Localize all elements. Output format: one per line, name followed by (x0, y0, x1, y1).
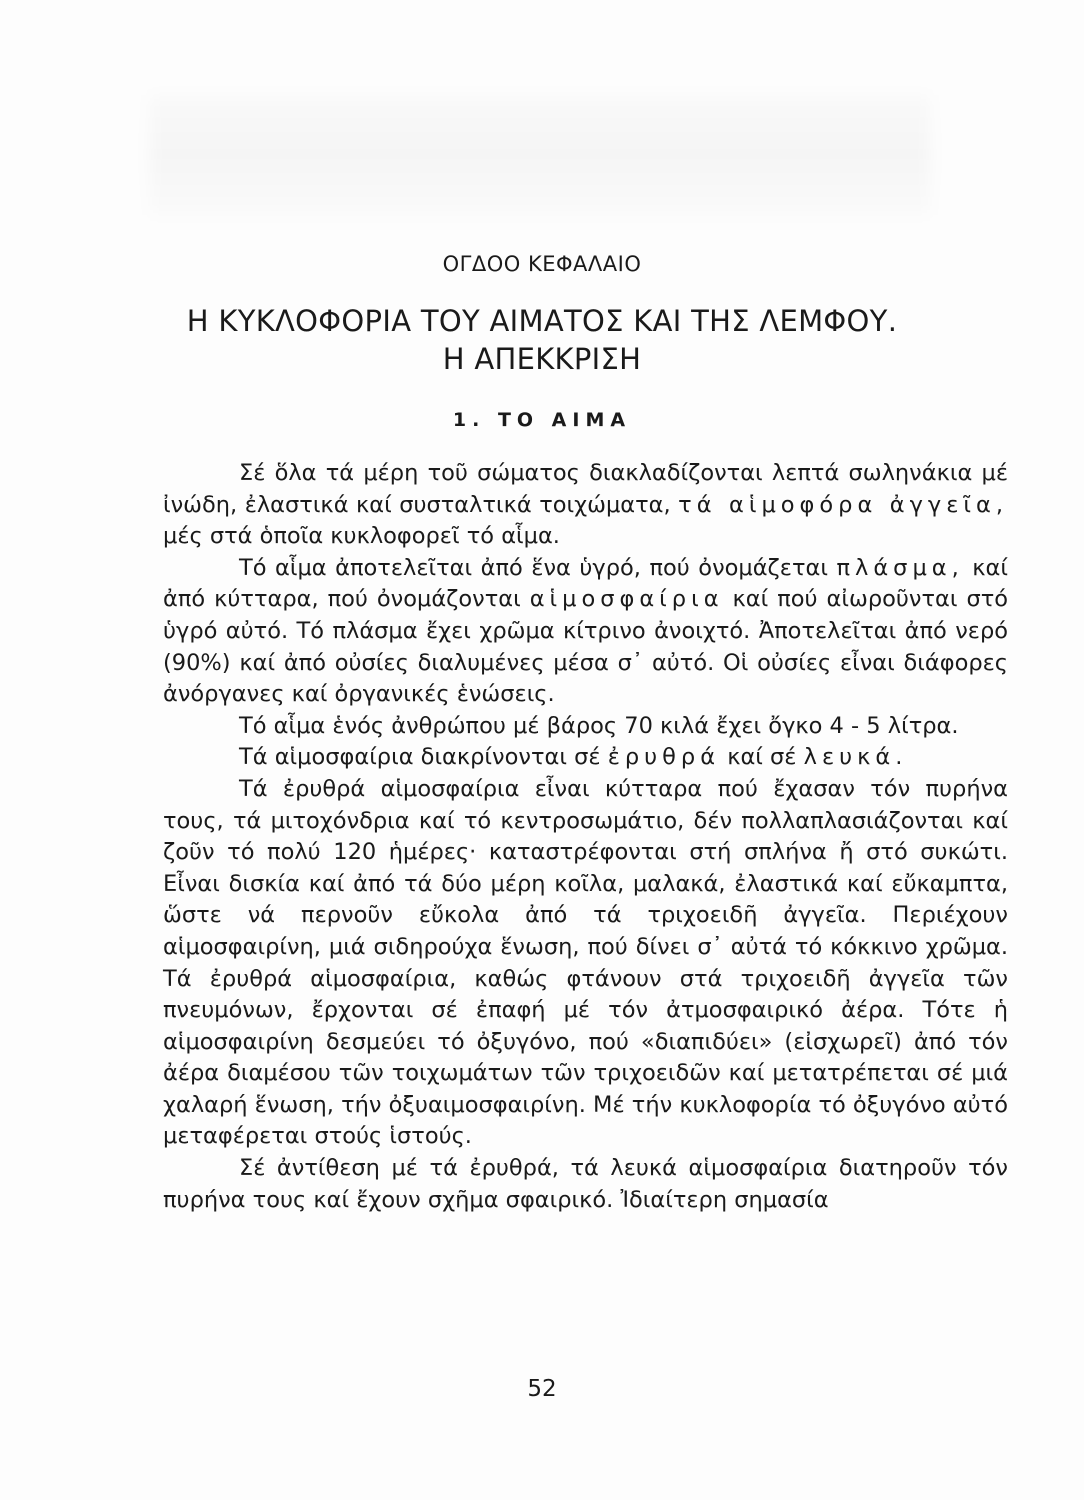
paragraph-2-text-c: καί πού αἰωροῦνται στό ὑγρό αὐτό. Τό πλάσμα ἔχει χρῶμα κίτρινο ἀνοιχτό. Ἀποτελεῖται ἀπό νερό (90%) καί ἀπό οὐσίες διαλυμένες μέσα σ᾿ αὐτό. Οἱ οὐσίες εἶναι διάφορες ἀνόργανες καί ὀργανικές ἑνώσεις. (163, 586, 1009, 708)
paragraph-2-text-a: Τό αἷμα ἀποτελεῖται ἀπό ἕνα ὑγρό, πού ὀνομάζεται (239, 554, 828, 581)
chapter-heading: ΟΓΔΟΟ ΚΕΦΑΛΑΙΟ (442, 252, 642, 276)
paragraph-4 (163, 742, 1008, 774)
title-line-1: Η ΚΥΚΛΟΦΟΡΙΑ ΤΟΥ ΑΙΜΑΤΟΣ ΚΑΙ ΤΗΣ ΛΕΜΦΟΥ. (186, 304, 898, 338)
paragraph-5: Τά ἐρυθρά αἱμοσφαίρια εἶναι κύτταρα πού ἔχασαν τόν πυρήνα τους, τά μιτοχόνδρια καί τό κεντροσωμάτιο, δέν πολλαπλασιάζονται καί ζοῦν τό πολύ 120 ἡμέρες· καταστρέφονται στή σπλήνα ἤ στό συκώτι. Εἶναι δισκία καί ἀπό τά δύο μέρη κοῖλα, μαλακά, ἐλαστικά καί εὔκαμπτα, ὥστε νά περνοῦν εὔκολα ἀπό τά τριχοειδῆ ἀγγεῖα. Περιέχουν αἱμοσφαιρίνη, μιά σιδηρούχα ἕνωση, πού δίνει σ᾿ αὐτά τό κόκκινο χρῶμα. Τά ἐρυθρά αἱμοσφαίρια, καθώς φτάνουν στά τριχοειδῆ ἀγγεῖα τῶν πνευμόνων, ἔρχονται σέ ἐπαφή μέ τόν ἀτμοσφαιρικό ἀέρα. Τότε ἡ αἱμοσφαιρίνη δεσμεύει τό ὀξυγόνο, πού «διαπιδύει» (εἰσχωρεῖ) ἀπό τόν ἀέρα διαμέσου τῶν τοιχωμάτων τῶν τριχοειδῶν καί μετατρέπεται σέ μιά χαλαρή ἕνωση, τήν ὀξυαιμοσφαιρίνη. Μέ τήν κυκλοφορία τό ὀξυγόνο αὐτό μεταφέρεται στούς ἱστούς. (163, 775, 1008, 1150)
title-line-2: Η ΑΠΕΚΚΡΙΣΗ (442, 342, 642, 376)
paragraph-2-text-b: καί ἀπό κύτταρα, πού ὀνομάζονται (163, 554, 1008, 613)
paragraph-3: Τό αἷμα ἑνός ἀνθρώπου μέ βάρος 70 κιλά ἔχει ὄγκο 4 - 5 λίτρα. (239, 712, 959, 739)
paragraph-2 (163, 553, 1008, 711)
term-leuka: λευκά. (803, 744, 908, 771)
term-aimofora-aggeia: τά αἱμοφόρα ἀγγεῖα, (678, 491, 1008, 518)
paragraph-1 (163, 458, 1008, 553)
section-heading: 1. ΤΟ ΑΙΜΑ (452, 409, 632, 431)
body-text (163, 458, 1008, 1216)
page-number: 52 (527, 1376, 557, 1402)
term-plasma: πλάσμα, (836, 554, 964, 581)
paragraph-4-text-a: Τά αἱμοσφαίρια διακρίνονται σέ (239, 744, 601, 771)
paragraph-1-text-a: Σέ ὅλα τά μέρη τοῦ σώματος διακλαδίζονται λεπτά σωληνάκια μέ ἰνώδη, ἐλαστικά καί συσταλτικά τοιχώματα, (163, 460, 1008, 518)
paragraph-6: Σέ ἀντίθεση μέ τά ἐρυθρά, τά λευκά αἱμοσφαίρια διατηροῦν τόν πυρήνα τους καί ἔχουν σχῆμα σφαιρικό. Ἰδιαίτερη σημασία (163, 1155, 1008, 1213)
show-through-shadow (150, 95, 930, 215)
paragraph-4-text-b: καί σέ (727, 744, 797, 771)
term-erythra: ἐρυθρά (607, 744, 721, 771)
term-aimosfairia: αἱμοσφαίρια (529, 586, 724, 613)
paragraph-1-text-b: μές στά ὁποῖα κυκλοφορεῖ τό αἷμα. (163, 523, 560, 550)
chapter-title (0, 302, 1084, 378)
